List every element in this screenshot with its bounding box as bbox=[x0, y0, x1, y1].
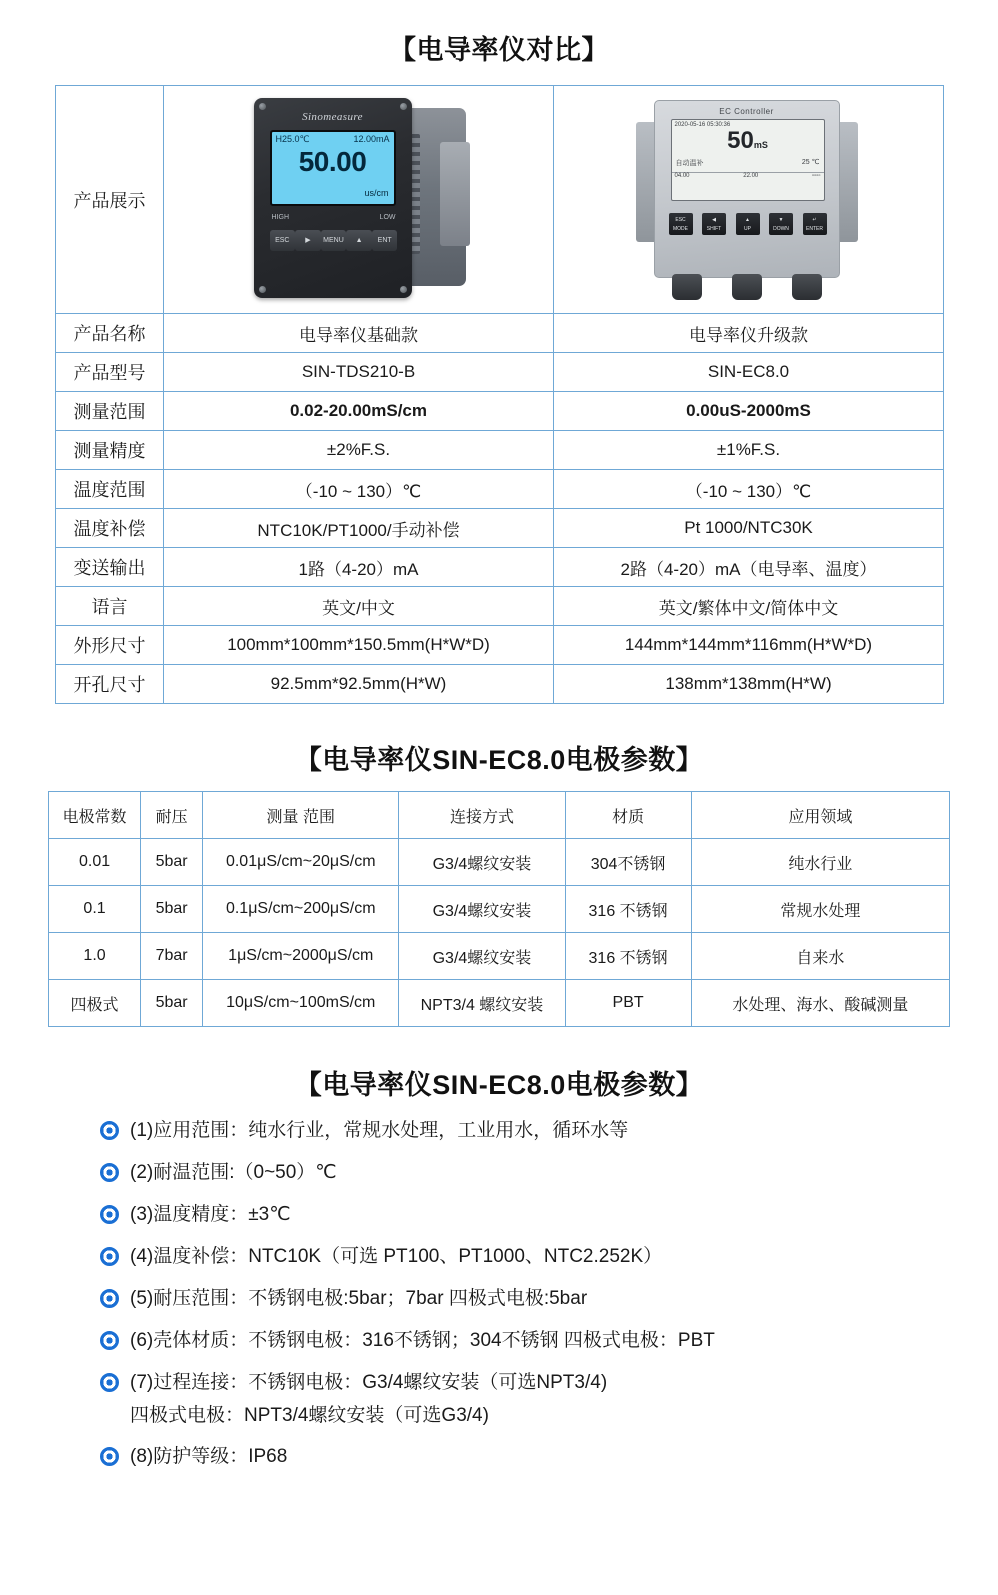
screen-unit: us/cm bbox=[364, 188, 389, 198]
screen-value-num: 50 bbox=[727, 127, 754, 154]
cell-connection: NPT3/4 螺纹安装 bbox=[399, 980, 565, 1027]
list-item-continuation: 四极式电极：NPT3/4螺纹安装（可选G3/4) bbox=[130, 1405, 489, 1426]
screen-top-row bbox=[272, 132, 394, 145]
product-b-language: 英文/繁体中文/简体中文 bbox=[554, 587, 944, 626]
col-header-material: 材质 bbox=[565, 792, 691, 839]
led-high-label: HIGH bbox=[271, 214, 289, 221]
col-header-constant: 电极常数 bbox=[49, 792, 141, 839]
row-label-range: 测量范围 bbox=[56, 392, 164, 431]
table-row bbox=[56, 548, 944, 587]
table-row bbox=[56, 587, 944, 626]
product-a-range: 0.02-20.00mS/cm bbox=[164, 392, 554, 431]
product-b-output: 2路（4-20）mA（电导率、温度） bbox=[554, 548, 944, 587]
cable-gland bbox=[792, 274, 822, 300]
cell-application: 水处理、海水、酸碱测量 bbox=[691, 980, 949, 1027]
row-label-temp-comp: 温度补偿 bbox=[56, 509, 164, 548]
product-b-model: SIN-EC8.0 bbox=[554, 353, 944, 392]
list-item bbox=[0, 1286, 998, 1312]
electrode-table-wrap bbox=[0, 781, 998, 1027]
key-mode: ESC MODE bbox=[669, 213, 693, 235]
table-row bbox=[49, 980, 950, 1027]
product-a-dimensions: 100mm*100mm*150.5mm(H*W*D) bbox=[164, 626, 554, 665]
list-item bbox=[0, 1160, 998, 1186]
col-header-pressure: 耐压 bbox=[141, 792, 203, 839]
list-item-label: (3)温度精度：±3℃ bbox=[130, 1204, 291, 1225]
device-rear-panel bbox=[440, 142, 470, 246]
screen-bottom-mid: 22.00 bbox=[743, 173, 759, 179]
device-illustration-basic bbox=[244, 92, 474, 307]
product-b-accuracy: ±1%F.S. bbox=[554, 431, 944, 470]
list-item-label: (2)耐温范围:（0~50）℃ bbox=[130, 1162, 337, 1183]
row-label-display: 产品展示 bbox=[56, 86, 164, 314]
page-title-electrode-params: 【电导率仪SIN-EC8.0电极参数】 bbox=[294, 745, 704, 775]
cell-constant: 0.01 bbox=[49, 839, 141, 886]
cell-material: 316 不锈钢 bbox=[565, 886, 691, 933]
cell-connection: G3/4螺纹安装 bbox=[399, 886, 565, 933]
table-row bbox=[56, 392, 944, 431]
product-a-accuracy: ±2%F.S. bbox=[164, 431, 554, 470]
cell-constant: 0.1 bbox=[49, 886, 141, 933]
product-b-name: 电导率仪升级款 bbox=[554, 314, 944, 353]
list-item-label: (6)壳体材质：不锈钢电极：316不锈钢；304不锈钢 四极式电极：PBT bbox=[130, 1330, 715, 1351]
cell-range: 0.01μS/cm~20μS/cm bbox=[203, 839, 399, 886]
cable-gland bbox=[732, 274, 762, 300]
device-keypad-2 bbox=[669, 213, 827, 235]
list-item bbox=[0, 1444, 998, 1470]
list-item-label: (4)温度补偿：NTC10K（可选 PT100、PT1000、NTC2.252K） bbox=[130, 1246, 663, 1267]
device-front-body-2 bbox=[654, 100, 840, 278]
cell-pressure: 5bar bbox=[141, 839, 203, 886]
bullet-target-icon bbox=[100, 1121, 119, 1140]
cell-application: 纯水行业 bbox=[691, 839, 949, 886]
list-item-label: (7)过程连接：不锈钢电极：G3/4螺纹安装（可选NPT3/4) bbox=[130, 1372, 608, 1393]
key-shift: ◀ SHIFT bbox=[702, 213, 726, 235]
cell-range: 1μS/cm~2000μS/cm bbox=[203, 933, 399, 980]
page-title-electrode-details: 【电导率仪SIN-EC8.0电极参数】 bbox=[294, 1070, 704, 1100]
screen-autotemp-label: 自动温补 bbox=[675, 160, 704, 167]
product-b-image-cell bbox=[554, 86, 944, 314]
cell-pressure: 5bar bbox=[141, 980, 203, 1027]
row-label-output: 变送输出 bbox=[56, 548, 164, 587]
device-keypad bbox=[270, 230, 398, 251]
product-a-name: 电导率仪基础款 bbox=[164, 314, 554, 353]
table-row bbox=[49, 839, 950, 886]
cell-range: 10μS/cm~100mS/cm bbox=[203, 980, 399, 1027]
row-label-dimensions: 外形尺寸 bbox=[56, 626, 164, 665]
key-enter: ↵ ENTER bbox=[803, 213, 827, 235]
screen-bottom-left: 04.00 bbox=[674, 173, 690, 179]
bullet-target-icon bbox=[100, 1289, 119, 1308]
row-label-language: 语言 bbox=[56, 587, 164, 626]
product-b-dimensions: 144mm*144mm*116mm(H*W*D) bbox=[554, 626, 944, 665]
row-label-name: 产品名称 bbox=[56, 314, 164, 353]
key-down: ▼ DOWN bbox=[769, 213, 793, 235]
device-cable-glands bbox=[672, 274, 822, 300]
cell-connection: G3/4螺纹安装 bbox=[399, 839, 565, 886]
screen-current: 12.00mA bbox=[353, 134, 390, 144]
screen-temp: H25.0℃ bbox=[275, 134, 310, 144]
table-row bbox=[49, 933, 950, 980]
screen-value-unit: mS bbox=[753, 140, 768, 150]
bullet-target-icon bbox=[100, 1247, 119, 1266]
cell-material: PBT bbox=[565, 980, 691, 1027]
comparison-table bbox=[55, 85, 944, 704]
cell-connection: G3/4螺纹安装 bbox=[399, 933, 565, 980]
list-item-label: (8)防护等级：IP68 bbox=[130, 1446, 288, 1467]
table-row bbox=[56, 431, 944, 470]
cell-application: 常规水处理 bbox=[691, 886, 949, 933]
cell-material: 304不锈钢 bbox=[565, 839, 691, 886]
col-header-application: 应用领域 bbox=[691, 792, 949, 839]
electrode-table bbox=[48, 791, 950, 1027]
cell-pressure: 5bar bbox=[141, 886, 203, 933]
bullet-target-icon bbox=[100, 1163, 119, 1182]
bullet-target-icon bbox=[100, 1373, 119, 1392]
col-header-range: 测量 范围 bbox=[203, 792, 399, 839]
device-model-label: EC Controller bbox=[719, 107, 774, 116]
list-item bbox=[0, 1244, 998, 1270]
key-esc: ESC bbox=[270, 230, 296, 251]
device-led-labels bbox=[272, 214, 396, 221]
table-row bbox=[56, 626, 944, 665]
row-label-accuracy: 测量精度 bbox=[56, 431, 164, 470]
device-front-body bbox=[254, 98, 412, 298]
table-row bbox=[56, 665, 944, 704]
list-item bbox=[0, 1118, 998, 1144]
table-row bbox=[56, 470, 944, 509]
key-up-2: ▲ UP bbox=[736, 213, 760, 235]
product-a-output: 1路（4-20）mA bbox=[164, 548, 554, 587]
screen-main-value: 50.00 bbox=[298, 146, 367, 177]
cell-material: 316 不锈钢 bbox=[565, 933, 691, 980]
product-a-temp-range: （-10 ~ 130）℃ bbox=[164, 470, 554, 509]
bullet-target-icon bbox=[100, 1205, 119, 1224]
cell-constant: 1.0 bbox=[49, 933, 141, 980]
cell-constant: 四极式 bbox=[49, 980, 141, 1027]
cable-gland bbox=[672, 274, 702, 300]
cell-range: 0.1μS/cm~200μS/cm bbox=[203, 886, 399, 933]
key-right: ▶ bbox=[295, 230, 321, 251]
list-item bbox=[0, 1202, 998, 1228]
row-label-model: 产品型号 bbox=[56, 353, 164, 392]
product-b-cutout: 138mm*138mm(H*W) bbox=[554, 665, 944, 704]
electrode-detail-list bbox=[0, 1108, 998, 1470]
comparison-table-wrap bbox=[0, 67, 998, 704]
screen-main-value-2 bbox=[672, 128, 824, 158]
device-screen bbox=[270, 130, 396, 206]
screen-temp-value: 25 ℃ bbox=[801, 159, 820, 166]
screen-bottom-row bbox=[672, 172, 824, 179]
screen-sub-row bbox=[672, 158, 824, 168]
table-row bbox=[56, 314, 944, 353]
row-label-temp-range: 温度范围 bbox=[56, 470, 164, 509]
product-a-temp-comp: NTC10K/PT1000/手动补偿 bbox=[164, 509, 554, 548]
table-row bbox=[56, 86, 944, 314]
key-up: ▲ bbox=[346, 230, 372, 251]
product-a-image-cell bbox=[164, 86, 554, 314]
table-row bbox=[49, 886, 950, 933]
led-low-label: LOW bbox=[379, 214, 396, 221]
list-item bbox=[0, 1370, 998, 1396]
list-item-label: (5)耐压范围：不锈钢电极:5bar；7bar 四极式电极:5bar bbox=[130, 1288, 588, 1309]
device-screen-2 bbox=[671, 119, 825, 201]
product-b-temp-comp: Pt 1000/NTC30K bbox=[554, 509, 944, 548]
product-a-cutout: 92.5mm*92.5mm(H*W) bbox=[164, 665, 554, 704]
product-b-temp-range: （-10 ~ 130）℃ bbox=[554, 470, 944, 509]
key-ent: ENT bbox=[372, 230, 398, 251]
table-row bbox=[56, 509, 944, 548]
bullet-target-icon bbox=[100, 1331, 119, 1350]
cell-application: 自来水 bbox=[691, 933, 949, 980]
device-brand-label: Sinomeasure bbox=[302, 111, 363, 123]
product-a-model: SIN-TDS210-B bbox=[164, 353, 554, 392]
screen-date: 2020-05-16 05:30:36 bbox=[674, 122, 731, 128]
screen-bottom-icons: ▫▫▫▫ bbox=[811, 173, 821, 179]
table-row bbox=[56, 353, 944, 392]
list-item bbox=[0, 1328, 998, 1354]
table-header-row bbox=[49, 792, 950, 839]
product-a-language: 英文/中文 bbox=[164, 587, 554, 626]
page-title-comparison: 【电导率仪对比】 bbox=[389, 35, 609, 65]
col-header-connection: 连接方式 bbox=[399, 792, 565, 839]
cell-pressure: 7bar bbox=[141, 933, 203, 980]
bullet-target-icon bbox=[100, 1447, 119, 1466]
key-menu: MENU bbox=[321, 230, 347, 251]
product-b-range: 0.00uS-2000mS bbox=[554, 392, 944, 431]
row-label-cutout: 开孔尺寸 bbox=[56, 665, 164, 704]
device-illustration-upgraded bbox=[624, 92, 874, 307]
list-item-label: (1)应用范围：纯水行业，常规水处理，工业用水，循环水等 bbox=[130, 1120, 629, 1141]
